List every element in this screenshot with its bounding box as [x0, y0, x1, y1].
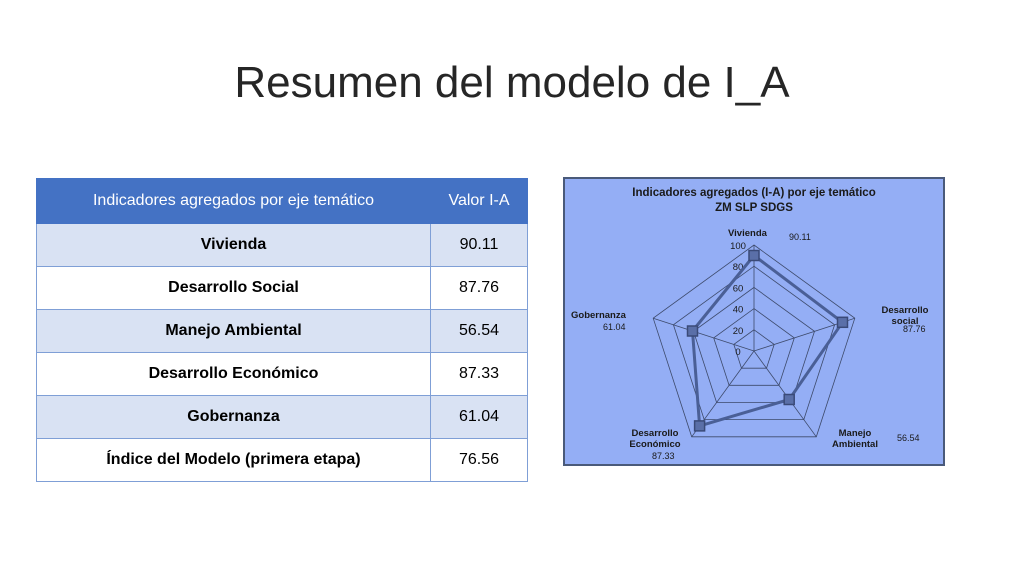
- table-row: [37, 224, 528, 267]
- radial-tick-label: 60: [732, 283, 744, 295]
- radial-tick-label: 40: [732, 304, 744, 316]
- data-value-label: 90.11: [789, 232, 811, 242]
- axis-category-label: [571, 310, 627, 321]
- indicators-table: [36, 178, 528, 482]
- data-value-label: 87.33: [652, 451, 675, 461]
- data-value-label: 87.76: [903, 324, 926, 334]
- axis-category-label: [832, 428, 878, 450]
- data-point-marker: [695, 421, 705, 431]
- axis-category-label: [728, 228, 768, 239]
- table-row: [37, 396, 528, 439]
- radial-tick-label: 80: [732, 262, 744, 274]
- axis-category-label-line: Desarrollo: [881, 305, 929, 316]
- axis-category-label-line: Ambiental: [832, 439, 878, 450]
- radial-tick-label: 0: [735, 347, 741, 358]
- data-point-marker: [749, 251, 759, 261]
- data-value-label: 56.54: [897, 433, 920, 443]
- row-label: Manejo Ambiental: [37, 310, 431, 353]
- row-label: Índice del Modelo (primera etapa): [37, 439, 431, 482]
- row-value: 90.11: [431, 224, 528, 267]
- row-value: 87.33: [431, 353, 528, 396]
- chart-title: Indicadores agregados (I-A) por eje temático: [632, 187, 876, 199]
- data-point-marker: [688, 326, 698, 336]
- data-point-marker: [784, 395, 794, 405]
- row-label: Desarrollo Económico: [37, 353, 431, 396]
- chart-subtitle: ZM SLP SDGS: [715, 202, 793, 214]
- table-header-value: Valor I-A: [431, 179, 528, 224]
- row-value: 61.04: [431, 396, 528, 439]
- row-value: 56.54: [431, 310, 528, 353]
- row-value: 76.56: [431, 439, 528, 482]
- row-label: Vivienda: [37, 224, 431, 267]
- axis-category-label-line: Gobernanza: [571, 310, 626, 321]
- radar-chart-panel: [563, 177, 945, 466]
- axis-category-label-line: Vivienda: [728, 228, 767, 239]
- axis-category-label: [629, 428, 680, 450]
- row-label: Gobernanza: [37, 396, 431, 439]
- table-row: [37, 310, 528, 353]
- axis-category-label-line: Desarrollo: [631, 428, 679, 439]
- slide-title: Resumen del modelo de I_A: [234, 58, 790, 107]
- data-value-label: 61.04: [603, 322, 626, 332]
- radar-chart: [565, 179, 943, 464]
- radial-tick-label: 100: [730, 241, 746, 252]
- row-value: 87.76: [431, 267, 528, 310]
- table-header-row: [37, 179, 528, 224]
- row-label: Desarrollo Social: [37, 267, 431, 310]
- data-point-marker: [838, 317, 848, 327]
- axis-category-label-line: Manejo: [838, 428, 872, 439]
- radial-tick-label: 20: [732, 325, 744, 337]
- axis-category-label-line: social: [891, 316, 919, 327]
- table-row-total: [37, 439, 528, 482]
- table-header-indicator: Indicadores agregados por eje temático: [37, 179, 431, 224]
- table-row: [37, 267, 528, 310]
- axis-category-label-line: Económico: [629, 439, 681, 450]
- table-row: [37, 353, 528, 396]
